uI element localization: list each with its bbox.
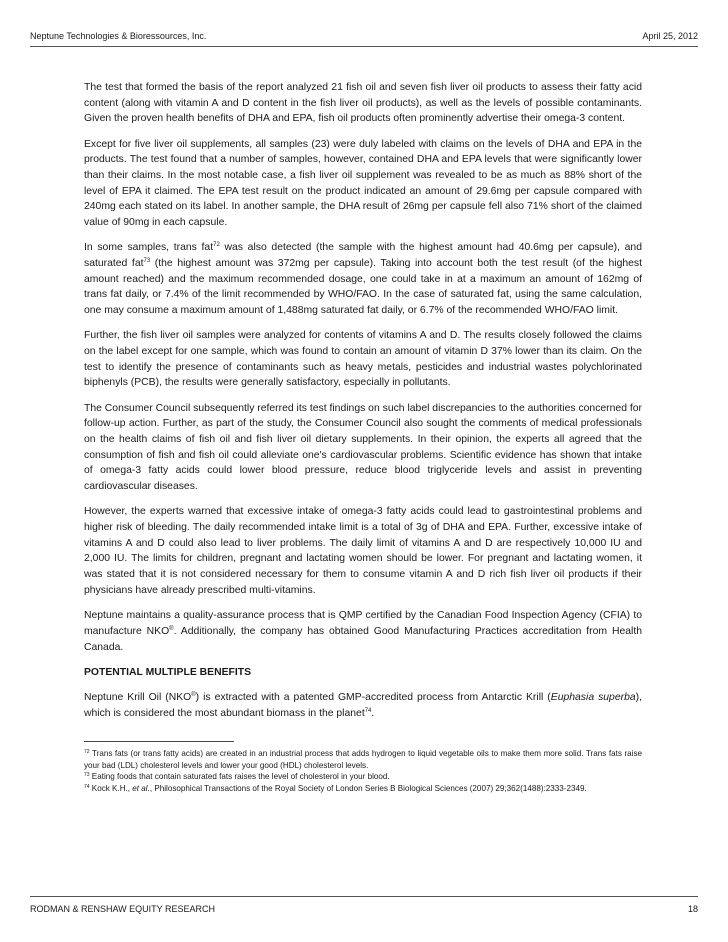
paragraph-text: was also detected (the sample with the highest amount had 40.6mg per capsule), and saturated fat bbox=[84, 242, 642, 270]
footnote-text: Trans fats (or trans fatty acids) are created in an industrial process that adds hydrogen to liquid vegetable oils to make them more solid. Trans fats raise your bad (LDL) cholesterol levels and lower your good (HDL) cholesterol levels. bbox=[84, 749, 642, 770]
footnote-number: 72 bbox=[84, 749, 90, 756]
footnote-text: Kock K.H., bbox=[89, 783, 133, 793]
paragraph-trans-fat bbox=[84, 240, 642, 319]
footnote-ref-73: 73 bbox=[143, 258, 151, 265]
paragraph-krill-oil bbox=[84, 690, 642, 721]
paragraph-test-basis: The test that formed the basis of the report analyzed 21 fish oil and seven fish liver oil products to assess their fatty acid content (along with vitamin A and D content in the fish liver oil products), as well as the levels of possible contaminants. Given the proven health benefits of DHA and EPA, fish oil products often prominently advertise their omega-3 content. bbox=[84, 82, 642, 125]
paragraph-experts-warning: However, the experts warned that excessive intake of omega-3 fatty acids could lead to gastrointestinal problems and higher risk of bleeding. The daily recommended intake limit is a total of 3g of DHA and EPA. Further, excessive intake of vitamins A and D could also lead to liver problems. The daily limit of vitamins A and D are respectively 10,000 IU and 2,000 IU. The limits for children, pregnant and lactating women should be lower. For pregnant and lactating women, it was stated that it is not considered necessary for them to consume vitamin A and D rich fish liver oil products if their physicians have already prescribed multi-vitamins. bbox=[84, 506, 642, 596]
footnote-number: 74 bbox=[84, 783, 90, 790]
footnote-ref-72: 72 bbox=[213, 242, 220, 249]
footnote-72 bbox=[84, 748, 642, 771]
paragraph-text: . Additionally, the company has obtained Good Manufacturing Practices accreditation from Health Canada. bbox=[84, 625, 642, 653]
footnote-text: Eating foods that contain saturated fats raises the level of cholesterol in your blood. bbox=[89, 772, 390, 782]
header-rule bbox=[30, 46, 698, 47]
paragraph-text: ), which is considered the most abundant biomass in the planet bbox=[84, 691, 642, 719]
header-date: April 25, 2012 bbox=[642, 31, 698, 41]
footnote-ref-74: 74 bbox=[364, 707, 372, 714]
footer-firm: RODMAN & RENSHAW EQUITY RESEARCH bbox=[30, 904, 216, 914]
paragraph-text: Neptune Krill Oil (NKO bbox=[84, 691, 192, 703]
footnote-number: 73 bbox=[84, 772, 90, 779]
paragraph-quality-assurance bbox=[84, 608, 642, 655]
paragraph-text: ) is extracted with a patented GMP-accredited process from Antarctic Krill ( bbox=[195, 691, 551, 703]
paragraph-text: Neptune maintains a quality-assurance process that is QMP certified by the Canadian Food Inspection Agency (CFIA) to manufacture NKO bbox=[84, 610, 642, 637]
section-heading: POTENTIAL MULTIPLE BENEFITS bbox=[84, 666, 252, 678]
footnote-italic: et al. bbox=[132, 783, 150, 793]
paragraph-consumer-council: The Consumer Council subsequently referred its test findings on such label discrepancies to the authorities concerned for follow-up action. Further, as part of the study, the Consumer Council also sought the comments of medical professionals on the health claims of fish oil and fish liver oil dietary supplements. In their opinion, the experts all agreed that the consumption of fish and fish oil could alleviate one's cardiovascular problems. Scientific evidence has shown that intake of omega-3 fatty acids could lower blood pressure, reduce blood triglyceride levels and assist in preventing cardiovascular diseases. bbox=[84, 402, 642, 493]
page-footer bbox=[30, 903, 698, 917]
registered-mark: ® bbox=[169, 625, 174, 632]
footnote-73 bbox=[84, 771, 642, 783]
paragraph-label-claims: Except for five liver oil supplements, all samples (23) were duly labeled with claims on the levels of DHA and EPA in the products. The test found that a number of samples, however, contained DHA and EPA levels that were significantly lower than their claims. In the most notable case, a fish liver oil supplement was revealed to be as much as 88% short of the level of EPA it claimed. The EPA test result on the product indicated an amount of 29.6mg per capsule compared with 240mg each stated on its label. In another sample, the DHA result of 26mg per capsule fell also 71% short of the claimed value of 90mg in each capsule. bbox=[84, 138, 642, 229]
registered-mark: ® bbox=[191, 691, 196, 698]
page-number: 18 bbox=[687, 904, 698, 914]
page-header bbox=[30, 30, 698, 44]
paragraph-vitamins: Further, the fish liver oil samples were analyzed for contents of vitamins A and D. The results closely followed the claims on the label except for one sample, which was found to contain an amount of vitamin D 37% lower than its claim. On the test to identify the presence of contaminants such as heavy metals, pesticides and industrial wastes polychlorinated biphenyls (PCB), the results were generally satisfactory, especially in pollutants. bbox=[84, 330, 642, 389]
footnote-74 bbox=[84, 783, 642, 795]
footnote-rule bbox=[84, 741, 234, 742]
body-text bbox=[84, 80, 642, 794]
paragraph-text: . bbox=[371, 707, 375, 719]
header-company: Neptune Technologies & Bioressources, Inc. bbox=[30, 31, 207, 41]
footer-rule bbox=[30, 896, 698, 897]
footnote-text: , Philosophical Transactions of the Royal Society of London Series B Biological Sciences (2007) 29;362(1488):2333-2349. bbox=[149, 783, 587, 793]
paragraph-text: (the highest amount was 372mg per capsule). Taking into account both the test result (of the highest amount reached) and the maximum recommended dosage, one could take in at a maximum an amount of 162mg of trans fat daily, or 7.4% of the limit recommended by WHO/FAO. In the case of saturated fat, using the same calculation, one may consume a maximum amount of 1,488mg saturated fat daily, or 6.7% of the recommended WHO/FAO limit. bbox=[84, 258, 643, 317]
paragraph-text: In some samples, trans fat bbox=[84, 242, 214, 254]
species-name: Euphasia superba bbox=[550, 691, 636, 703]
footnotes bbox=[84, 748, 642, 794]
